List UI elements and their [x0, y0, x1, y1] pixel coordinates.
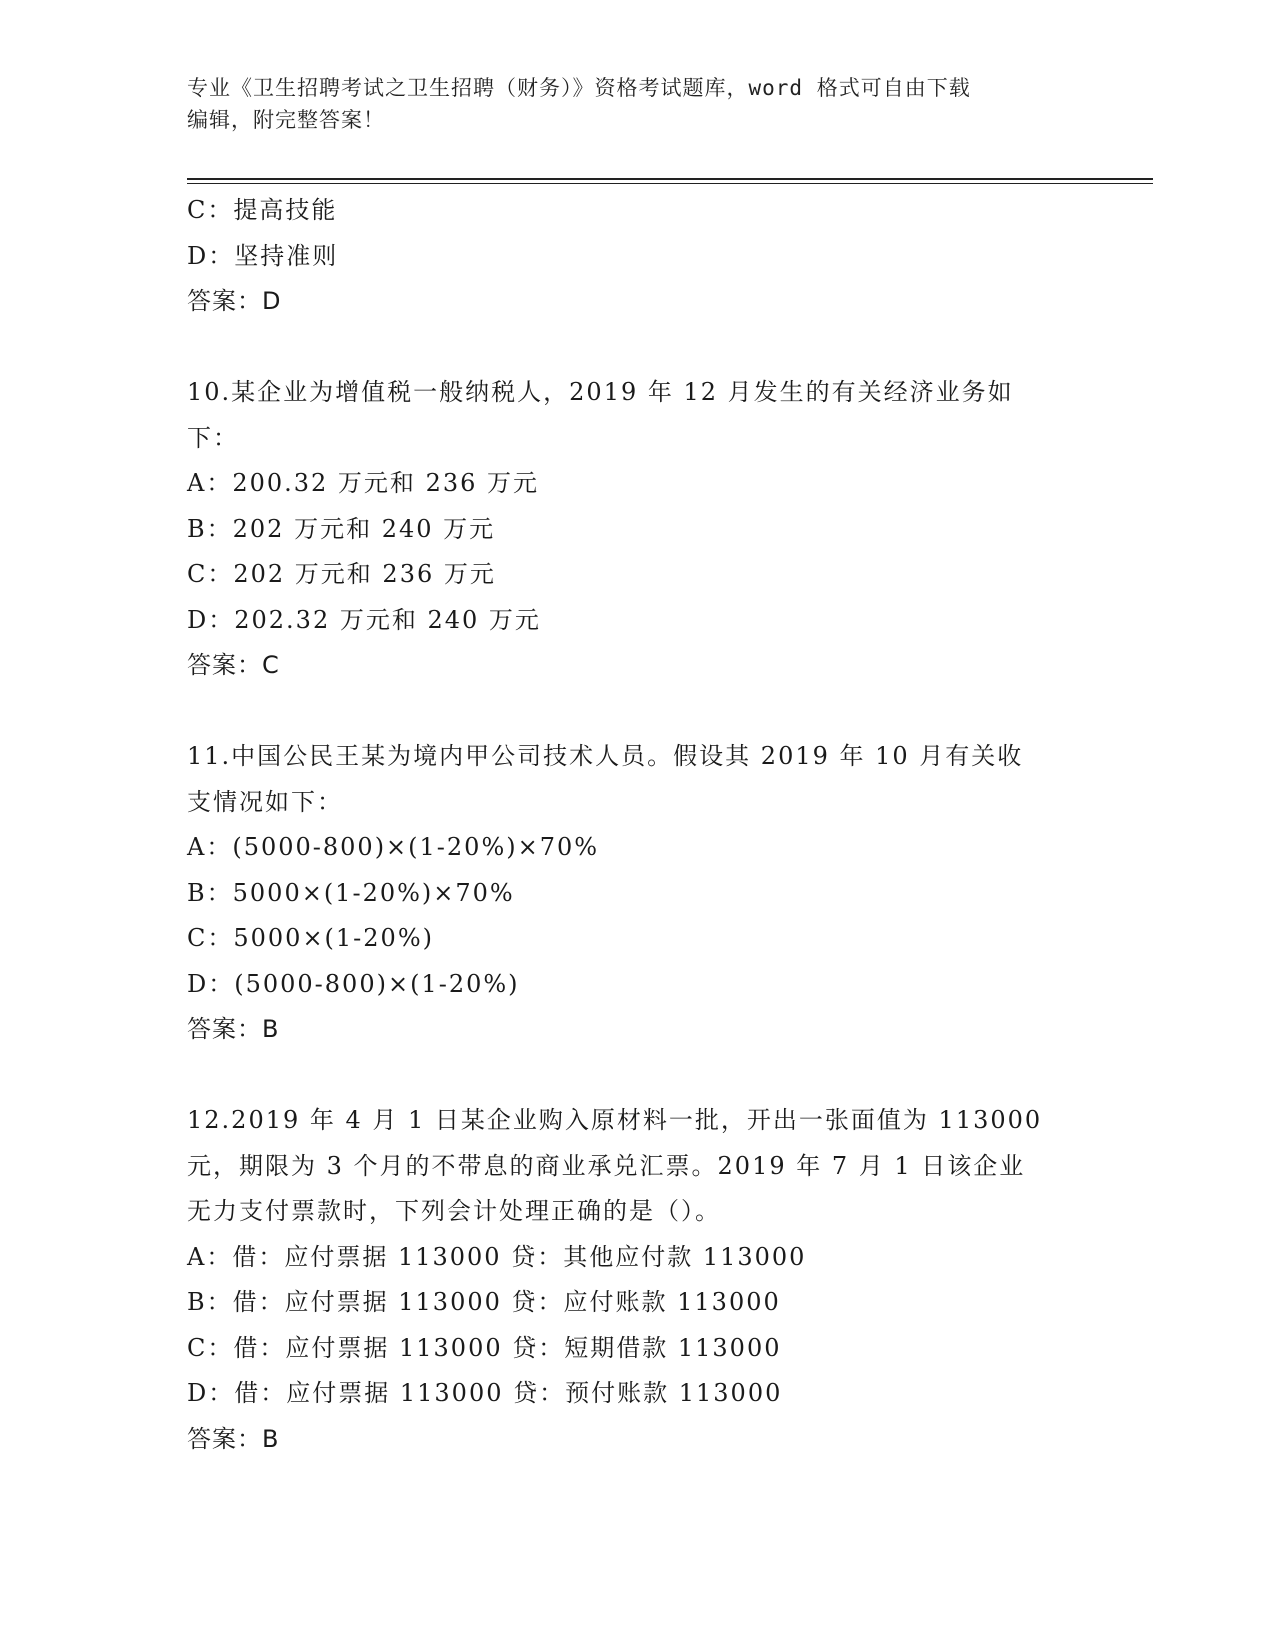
question-stem: 下：: [187, 423, 239, 452]
header-divider-thin: [187, 183, 1153, 184]
question-list: [187, 188, 1087, 1462]
question-12: [187, 1098, 1087, 1462]
question-11: [187, 734, 1087, 1053]
spacer: [187, 325, 1087, 371]
option-b: B：5000×(1-20%)×70%: [187, 878, 515, 907]
option-b: B：借：应付票据 113000 贷：应付账款 113000: [187, 1288, 781, 1316]
question-10: [187, 370, 1087, 689]
option-c: C：借：应付票据 113000 贷：短期借款 113000: [187, 1333, 782, 1362]
question-stem: 12.2019 年 4 月 1 日某企业购入原材料一批，开出一张面值为 113000: [187, 1106, 1043, 1134]
option-d: D：202.32 万元和 240 万元: [187, 605, 541, 634]
option-a: A：200.32 万元和 236 万元: [187, 469, 540, 497]
answer: 答案：B: [187, 1424, 280, 1453]
spacer: [187, 1053, 1087, 1099]
question-stem: 无力支付票款时，下列会计处理正确的是（）。: [187, 1197, 721, 1225]
question-9: [187, 188, 1087, 325]
option-d: D：(5000-800)×(1-20%): [187, 969, 520, 998]
option-c: C：202 万元和 236 万元: [187, 560, 496, 588]
header-line-2: 编辑，附完整答案！: [187, 108, 385, 132]
answer: 答案：C: [187, 651, 280, 679]
question-stem: 元，期限为 3 个月的不带息的商业承兑汇票。2019 年 7 月 1 日该企业: [187, 1151, 1026, 1180]
option-d: D：借：应付票据 113000 贷：预付账款 113000: [187, 1379, 783, 1407]
header-line-1: 专业《卫生招聘考试之卫生招聘（财务）》资格考试题库，word 格式可自由下载: [187, 76, 971, 100]
document-header: [187, 72, 1067, 136]
option-a: A：借：应付票据 113000 贷：其他应付款 113000: [187, 1242, 807, 1271]
spacer: [187, 689, 1087, 735]
answer: 答案：D: [187, 287, 282, 315]
option-a: A：(5000-800)×(1-20%)×70%: [187, 833, 600, 861]
header-divider-thick: [187, 178, 1153, 180]
option-c: C：5000×(1-20%): [187, 924, 434, 952]
question-stem: 11.中国公民王某为境内甲公司技术人员。假设其 2019 年 10 月有关收: [187, 742, 1024, 770]
question-stem: 10.某企业为增值税一般纳税人，2019 年 12 月发生的有关经济业务如: [187, 378, 1014, 406]
question-stem: 支情况如下：: [187, 787, 343, 816]
answer: 答案：B: [187, 1015, 280, 1043]
option-c: C：提高技能: [187, 196, 338, 224]
option-d: D：坚持准则: [187, 241, 339, 270]
option-b: B：202 万元和 240 万元: [187, 514, 496, 543]
